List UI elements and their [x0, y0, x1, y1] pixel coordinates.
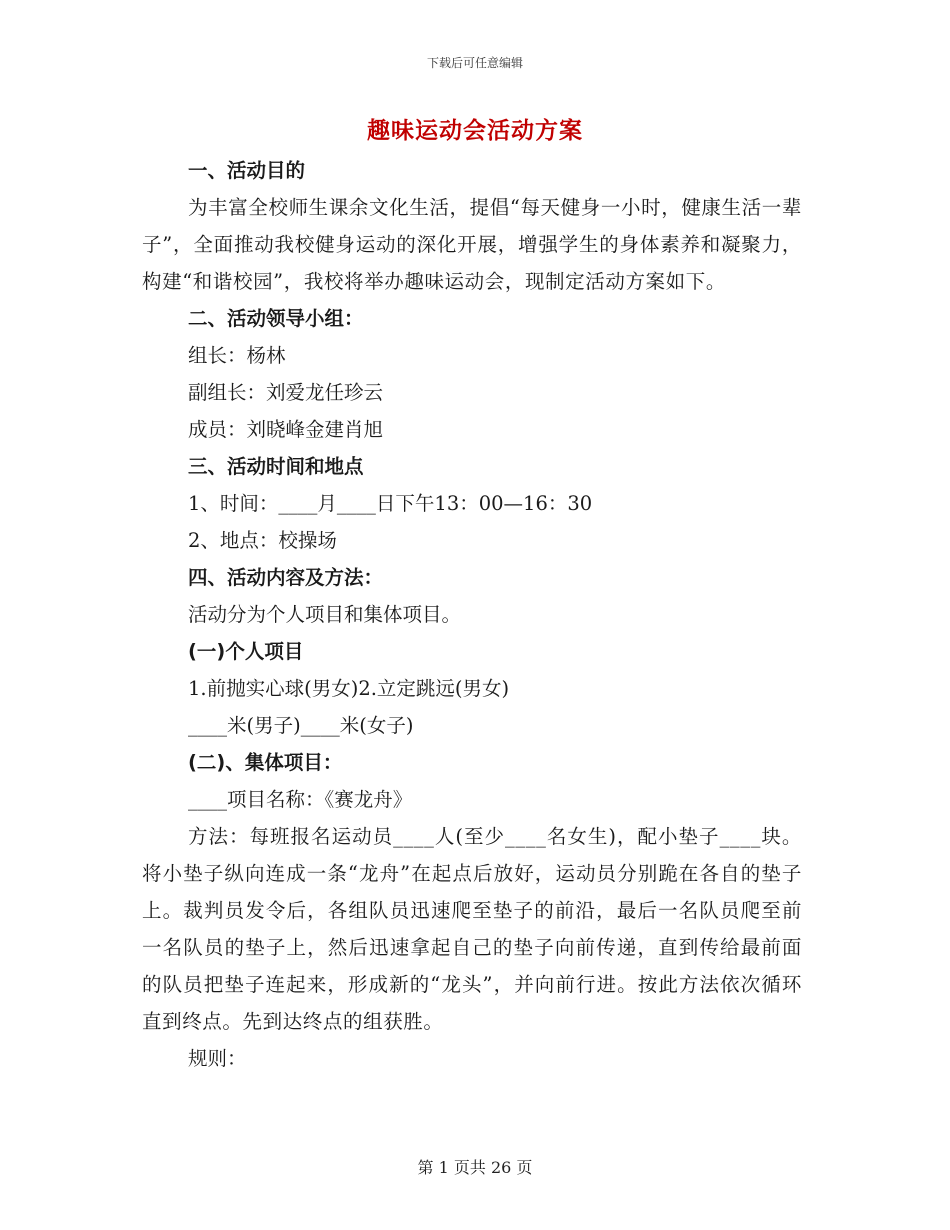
group-project-name: ____项目名称：《赛龙舟》: [188, 788, 413, 811]
place-line: 2、地点：校操场: [188, 529, 337, 552]
rules-label: 规则：: [188, 1047, 247, 1070]
individual-heading: (一)个人项目: [188, 640, 304, 663]
section-heading-leadership: 二、活动领导小组：: [188, 307, 364, 330]
section-heading-purpose: 一、活动目的: [188, 159, 306, 182]
page-footer: 第 1 页共 26 页: [417, 1158, 533, 1177]
section-heading-content: 四、活动内容及方法：: [188, 566, 384, 589]
purpose-paragraph: 为丰富全校师生课余文化生活，提倡“每天健身一小时，健康生活一辈子”，全面推动我校健身运动的深化开展，增强学生的身体素养和凝聚力，构建“和谐校园”，我校将举办趣味运动会，现制定活动方案如下。: [142, 196, 802, 293]
group-heading: (二)、集体项目：: [188, 751, 343, 774]
document-body: [142, 152, 802, 1077]
document-title: 趣味运动会活动方案: [367, 117, 583, 144]
individual-distance: ____米(男子)____米(女子): [188, 714, 414, 737]
time-line: 1、时间：____月____日下午13：00—16：30: [188, 492, 593, 515]
group-method-paragraph: 方法：每班报名运动员____人(至少____名女生)，配小垫子____块。将小垫子纵向连成一条“龙舟”在起点后放好，运动员分别跪在各自的垫子上。裁判员发令后，各组队员迅速爬至垫子的前沿，最后一名队员爬至前一名队员的垫子上，然后迅速拿起自己的垫子向前传递，直到传给最前面的队员把垫子连起来，形成新的“龙头”，并向前行进。按此方法依次循环直到终点。先到达终点的组获胜。: [142, 825, 802, 1033]
content-intro: 活动分为个人项目和集体项目。: [188, 603, 462, 626]
vice-leader-line: 副组长：刘爱龙任珍云: [188, 381, 384, 404]
leader-line: 组长：杨林: [188, 344, 286, 367]
header-note: 下载后可任意编辑: [426, 56, 523, 70]
section-heading-time-place: 三、活动时间和地点: [188, 455, 364, 478]
individual-items: 1.前抛实心球(男女)2.立定跳远(男女): [188, 677, 510, 700]
members-line: 成员：刘晓峰金建肖旭: [188, 418, 384, 441]
